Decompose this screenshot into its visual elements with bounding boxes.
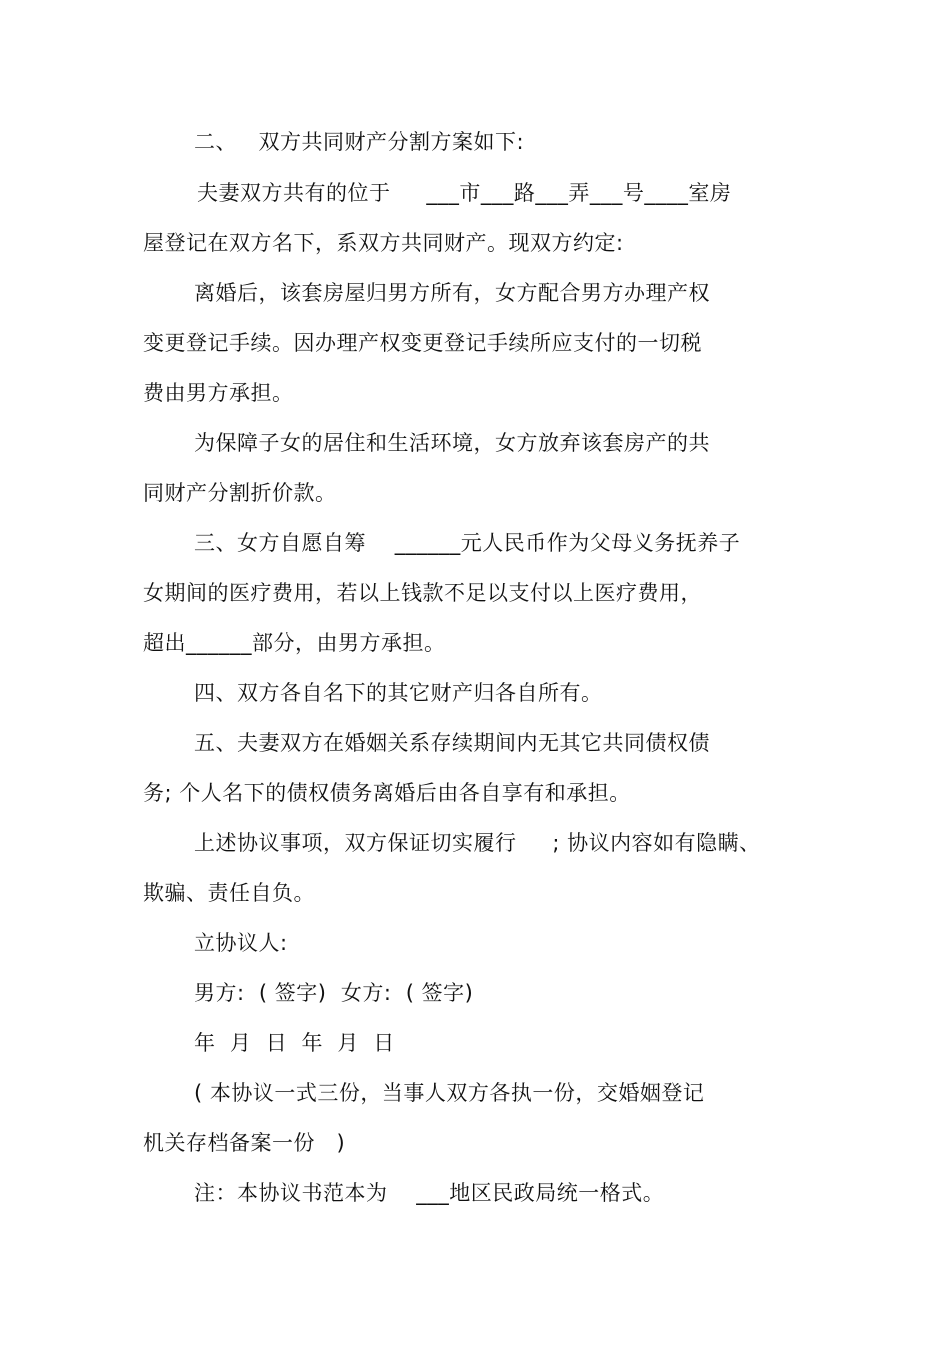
signatories-label: 立协议人: xyxy=(194,931,288,955)
paragraph-line: 女期间的医疗费用，若以上钱款不足以支付以上医疗费用， xyxy=(143,581,702,605)
paragraph-line: 务; 个人名下的债权债务离婚后由各自享有和承担。 xyxy=(143,781,631,805)
template-note-line: 注：本协议书范本为 ___地区民政局统一格式。 xyxy=(194,1181,665,1205)
paragraph-line: 上述协议事项，双方保证切实履行 ; 协议内容如有隐瞒、 xyxy=(194,831,761,855)
section-four-line: 四、双方各自名下的其它财产归各自所有。 xyxy=(194,681,603,705)
section-two-heading: 二、 双方共同财产分割方案如下: xyxy=(194,130,525,154)
paragraph-line: 变更登记手续。因办理产权变更登记手续所应支付的一切税 xyxy=(143,331,702,355)
date-line: 年 月 日 年 月 日 xyxy=(194,1031,395,1055)
copies-note-line: 机关存档备案一份 ) xyxy=(143,1131,346,1155)
paragraph-line: 离婚后，该套房屋归男方所有，女方配合男方办理产权 xyxy=(194,281,710,305)
paragraph-line: 屋登记在双方名下，系双方共同财产。现双方约定: xyxy=(143,231,624,255)
paragraph-line: 夫妻双方共有的位于 ___市___路___弄___号____室房 xyxy=(197,181,732,205)
paragraph-line: 超出______部分，由男方承担。 xyxy=(143,631,446,655)
paragraph-line: 同财产分割折价款。 xyxy=(143,481,337,505)
section-five-line: 五、夫妻双方在婚姻关系存续期间内无其它共同债权债 xyxy=(194,731,710,755)
section-three-line: 三、女方自愿自筹 ______元人民币作为父母义务抚养子 xyxy=(194,531,741,555)
paragraph-line: 欺骗、责任自负。 xyxy=(143,881,315,905)
signature-line: 男方: ( 签字) 女方: ( 签字) xyxy=(194,981,474,1005)
copies-note-line: ( 本协议一式三份，当事人双方各执一份，交婚姻登记 xyxy=(194,1081,705,1105)
paragraph-line: 费由男方承担。 xyxy=(143,381,294,405)
paragraph-line: 为保障子女的居住和生活环境，女方放弃该套房产的共 xyxy=(194,431,710,455)
